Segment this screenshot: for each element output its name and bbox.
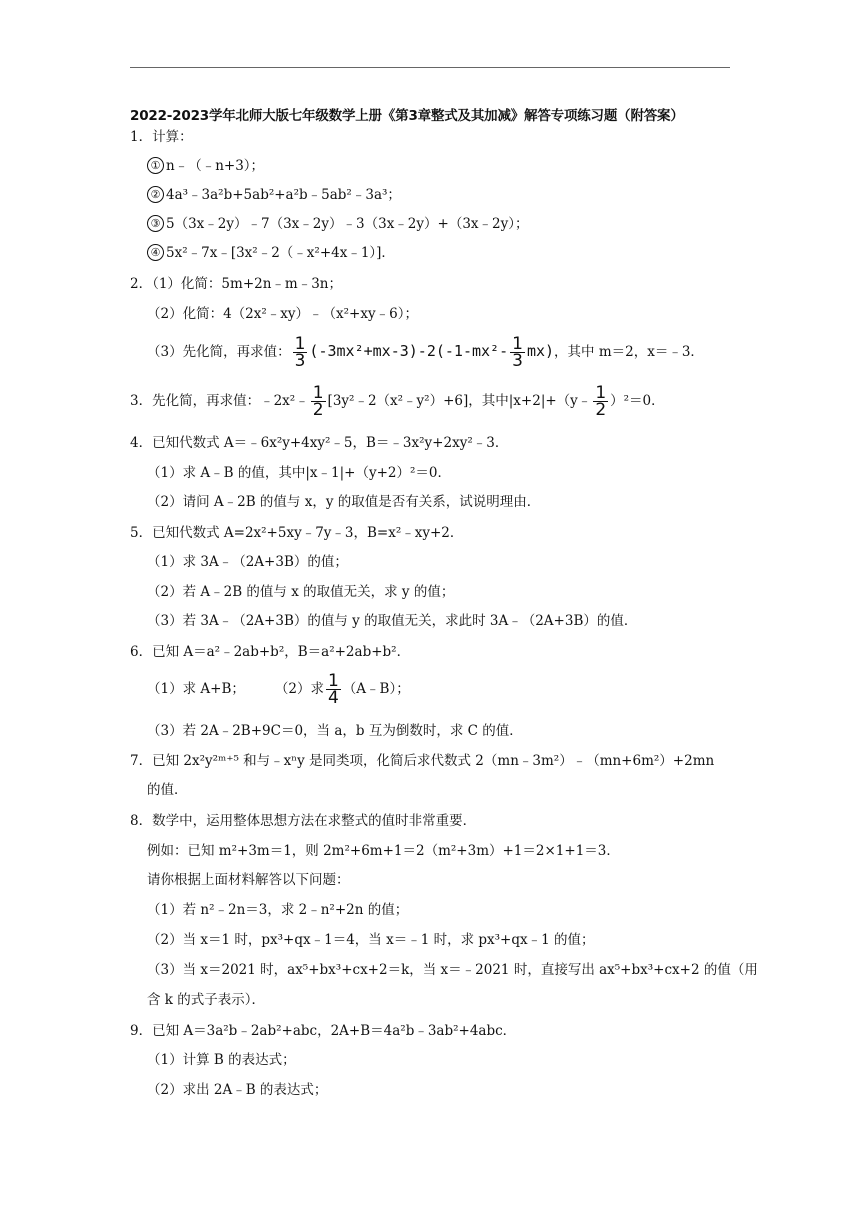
question-2-part-2: （2）化简：4（2x²﹣xy）﹣（x²+xy﹣6）； <box>147 306 418 322</box>
question-5-part-2: （2）若 A﹣2B 的值与 x 的取值无关，求 y 的值； <box>147 584 455 600</box>
question-8-example: 例如：已知 m²+3m＝1，则 2m²+6m+1＝2（m²+3m）+1＝2×1+1＝3． <box>147 843 620 859</box>
question-9-part-1: （1）计算 B 的表达式； <box>147 1052 296 1068</box>
question-2-part-3: （3）先化简，再求值： $\frac{1}{3}$ (-3mx²+mx-3)-2(-1-mx²- $\frac{1}{3}$ mx)，其中 m＝2，x＝﹣3． <box>147 334 704 371</box>
question-4-part-1: （1）求 A﹣B 的值，其中|x﹣1|+（y+2）²＝0． <box>147 465 451 481</box>
question-9: 9．已知 A＝3a²b﹣2ab²+abc，2A+B＝4a²b﹣3ab²+4abc． <box>130 1023 517 1039</box>
fraction-one-half: $\frac{1}{2}$ <box>312 383 324 420</box>
question-8-instruction: 请你根据上面材料解答以下问题： <box>147 872 350 888</box>
question-8-part-1: （1）若 n²﹣2n＝3，求 2﹣n²+2n 的值； <box>147 902 409 918</box>
question-6: 6．已知 A＝a²﹣2ab+b²，B＝a²+2ab+b²． <box>130 644 411 660</box>
circled-number-1: ① <box>147 157 164 174</box>
circled-number-4: ④ <box>147 244 164 261</box>
q1-item-1: ① n﹣（﹣n+3）； <box>147 157 264 175</box>
question-8-part-2: （2）当 x＝1 时，px³+qx﹣1＝4，当 x＝﹣1 时，求 px³+qx﹣1 的值； <box>147 932 595 948</box>
question-6-part-3: （3）若 2A﹣2B+9C＝0，当 a，b 互为倒数时，求 C 的值． <box>147 723 523 739</box>
question-5-part-3: （3）若 3A﹣（2A+3B）的值与 y 的取值无关，求此时 3A﹣（2A+3B）的值． <box>147 613 638 629</box>
question-9-part-2: （2）求出 2A﹣B 的表达式； <box>147 1082 328 1098</box>
header-rule <box>130 67 730 68</box>
question-1: 1．计算： <box>130 129 193 145</box>
question-5-part-1: （1）求 3A﹣（2A+3B）的值； <box>147 554 348 570</box>
q1-item-4: ④ 5x²﹣7x﹣[3x²﹣2（﹣x²+4x﹣1）]． <box>147 244 395 262</box>
question-8: 8．数学中，运用整体思想方法在求整式的值时非常重要． <box>130 813 477 829</box>
document-title: 2022-2023学年北师大版七年级数学上册《第3章整式及其加减》解答专项练习题（附答案） <box>130 108 684 124</box>
question-8-part-3: （3）当 x＝2021 时，ax⁵+bx³+cx+2＝k，当 x＝﹣2021 时，直接写出 ax⁵+bx³+cx+2 的值（用 <box>147 962 758 978</box>
question-4: 4．已知代数式 A＝﹣6x²y+4xy²﹣5，B＝﹣3x²y+2xy²﹣3． <box>130 435 509 451</box>
question-7-continued: 的值． <box>147 782 188 798</box>
fraction-one-third: $\frac{1}{3}$ <box>512 334 523 371</box>
question-8-part-3-continued: 含 k 的式子表示）． <box>147 992 266 1008</box>
question-7: 7．已知 2x²y²ᵐ⁺⁵ 和与﹣xⁿy 是同类项，化简后求代数式 2（mn﹣3m²）﹣（mn+6m²）+2mn <box>130 753 715 769</box>
question-5: 5．已知代数式 A=2x²+5xy﹣7y﹣3，B=x²﹣xy+2． <box>130 525 464 541</box>
q1-item-3: ③ 5（3x﹣2y）﹣7（3x﹣2y）﹣3（3x﹣2y）+（3x﹣2y）； <box>147 215 529 233</box>
question-3: 3．先化简，再求值：﹣2x²﹣ $\frac{1}{2}$ [3y²﹣2（x²﹣y²）+6]，其中|x+2|+（y﹣ $\frac{1}{2}$ ）²＝0． <box>130 383 665 420</box>
q1-item-2: ② 4a³﹣3a²b+5ab²+a²b﹣5ab²﹣3a³； <box>147 186 401 204</box>
question-6-parts-1-2: （1）求 A+B； （2）求 $\frac{1}{4}$ （A﹣B）； <box>147 671 410 708</box>
fraction-one-quarter: $\frac{1}{4}$ <box>327 671 339 708</box>
fraction-one-half: $\frac{1}{2}$ <box>595 383 607 420</box>
fraction-one-third: $\frac{1}{3}$ <box>294 334 306 371</box>
circled-number-3: ③ <box>147 215 164 232</box>
question-2-part-1: 2．（1）化简：5m+2n﹣m﹣3n； <box>130 276 342 292</box>
circled-number-2: ② <box>147 186 164 203</box>
question-4-part-2: （2）请问 A﹣2B 的值与 x，y 的取值是否有关系，试说明理由． <box>147 494 541 510</box>
